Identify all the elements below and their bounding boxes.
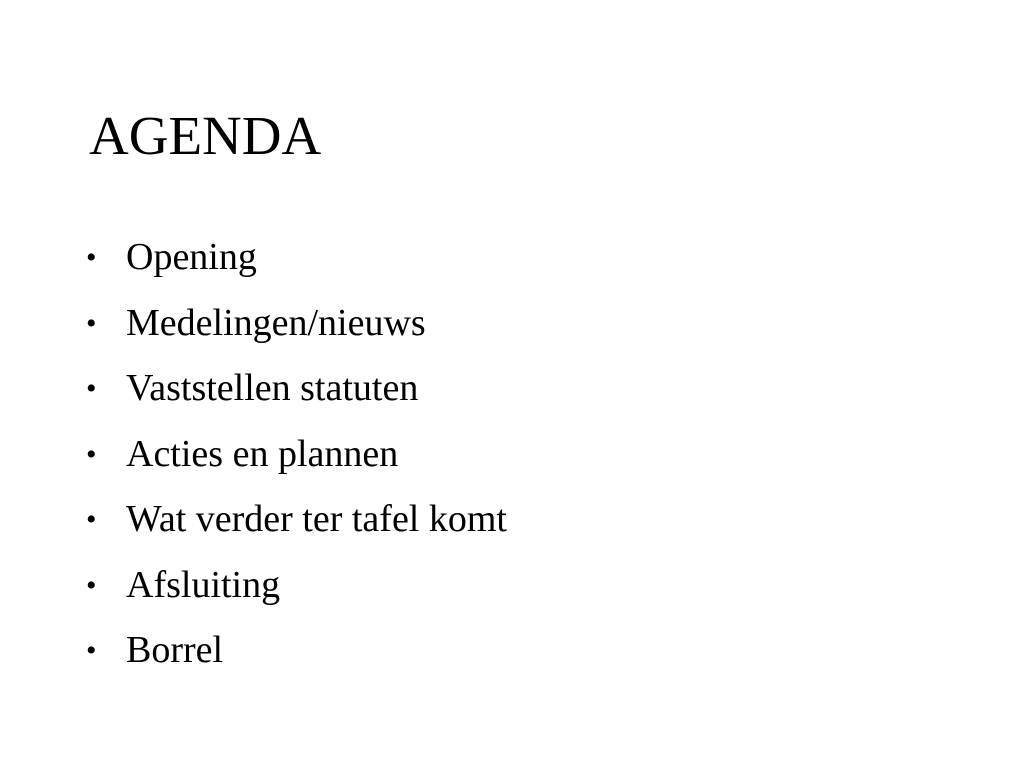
agenda-item-label: Acties en plannen bbox=[126, 432, 399, 475]
agenda-item-label: Vaststellen statuten bbox=[126, 367, 419, 409]
agenda-item-label: Opening bbox=[126, 236, 257, 278]
bullet-icon: • bbox=[86, 241, 97, 274]
bullet-icon: • bbox=[86, 634, 97, 667]
agenda-item-label: Afsluiting bbox=[126, 563, 281, 606]
bullet-icon: • bbox=[86, 503, 97, 536]
agenda-item-label: Wat verder ter tafel komt bbox=[126, 498, 507, 540]
agenda-item-label: Borrel bbox=[126, 629, 224, 671]
slide-title: AGENDA bbox=[89, 105, 322, 166]
agenda-item-label: Medelingen/nieuws bbox=[126, 301, 426, 344]
bullet-icon: • bbox=[86, 372, 97, 405]
bullet-icon: • bbox=[86, 306, 97, 340]
bullet-icon: • bbox=[86, 568, 97, 602]
bullet-icon: • bbox=[86, 437, 97, 471]
